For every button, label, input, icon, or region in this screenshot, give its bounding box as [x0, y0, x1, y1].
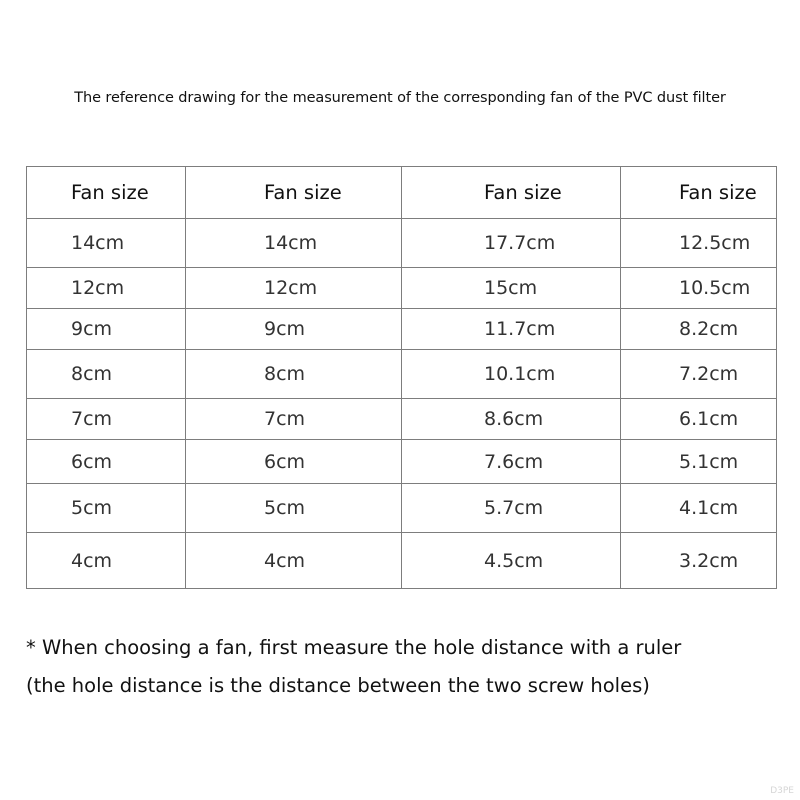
table-cell: 6cm	[186, 440, 402, 484]
table-cell: 8cm	[27, 350, 186, 399]
table-cell: 9cm	[186, 309, 402, 350]
table-cell: 4cm	[27, 533, 186, 589]
table-cell: 11.7cm	[402, 309, 621, 350]
table-cell: 8cm	[186, 350, 402, 399]
table-cell: 12cm	[186, 268, 402, 309]
table-cell: 8.6cm	[402, 399, 621, 440]
table-cell: 15cm	[402, 268, 621, 309]
header-cell: Fan size	[402, 167, 621, 219]
header-cell: Fan size	[621, 167, 777, 219]
table-cell: 9cm	[27, 309, 186, 350]
table-cell: 4cm	[186, 533, 402, 589]
table-cell: 3.2cm	[621, 533, 777, 589]
watermark-text: D3PE	[770, 786, 794, 796]
table-cell: 7cm	[186, 399, 402, 440]
table-cell: 14cm	[27, 219, 186, 268]
table-cell: 14cm	[186, 219, 402, 268]
table-row	[27, 350, 777, 399]
page-title: The reference drawing for the measurement of the corresponding fan of the PVC dust filter	[74, 90, 726, 106]
table-row	[27, 533, 777, 589]
table-cell: 7.2cm	[621, 350, 777, 399]
table-cell: 10.1cm	[402, 350, 621, 399]
table-cell: 5.7cm	[402, 484, 621, 533]
table-row	[27, 268, 777, 309]
table-cell: 6.1cm	[621, 399, 777, 440]
fan-size-table	[26, 166, 777, 589]
table-cell: 12.5cm	[621, 219, 777, 268]
table-row	[27, 309, 777, 350]
table-cell: 5.1cm	[621, 440, 777, 484]
table-row	[27, 484, 777, 533]
table-row	[27, 219, 777, 268]
table-cell: 5cm	[27, 484, 186, 533]
table-cell: 17.7cm	[402, 219, 621, 268]
table-cell: 6cm	[27, 440, 186, 484]
table-cell: 12cm	[27, 268, 186, 309]
table-row	[27, 399, 777, 440]
table-cell: 4.5cm	[402, 533, 621, 589]
table-cell: 5cm	[186, 484, 402, 533]
note-line-2: (the hole distance is the distance between the two screw holes)	[26, 674, 650, 697]
table-cell: 7cm	[27, 399, 186, 440]
table-cell: 10.5cm	[621, 268, 777, 309]
table-cell: 8.2cm	[621, 309, 777, 350]
note-line-1: * When choosing a fan, first measure the hole distance with a ruler	[26, 636, 682, 659]
header-cell: Fan size	[27, 167, 186, 219]
table-cell: 4.1cm	[621, 484, 777, 533]
header-cell: Fan size	[186, 167, 402, 219]
table-header-row	[27, 167, 777, 219]
table-cell: 7.6cm	[402, 440, 621, 484]
table-row	[27, 440, 777, 484]
